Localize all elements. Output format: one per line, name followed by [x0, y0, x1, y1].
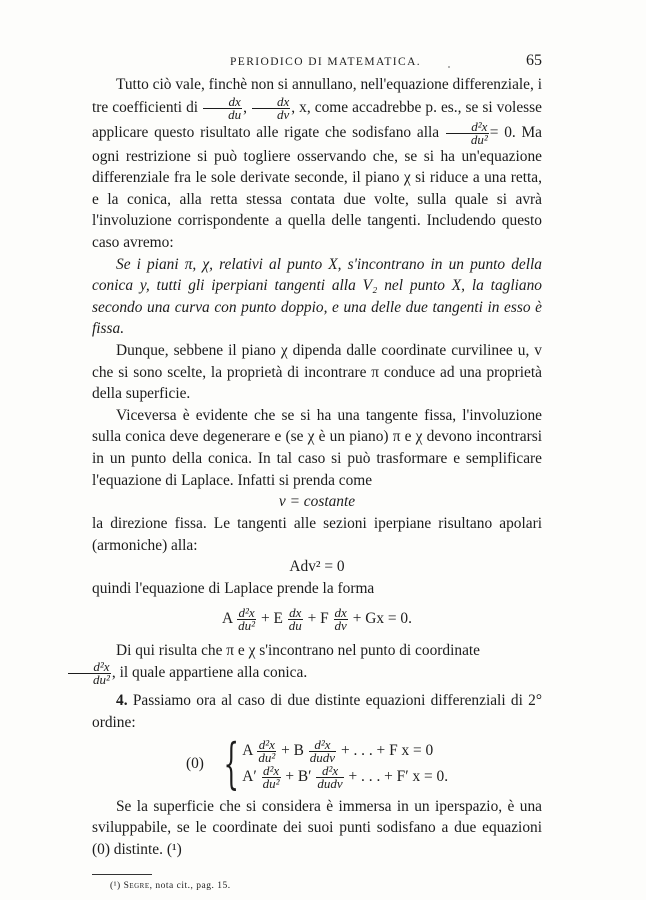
speck — [448, 66, 450, 68]
system-equation-2: A′ $\frac{\text{d²x}}{\text{du²}}$ + B′ $\frac{\text{d²x}}{\text{dudv}}$ + . . . + F′ x = 0. — [242, 762, 449, 791]
fraction: $\frac{dx}{dv}$ — [252, 96, 290, 121]
paragraph-3: Dunque, sebbene il piano χ dipenda dalle coordinate curvilinee u, v che si sono scelte, la proprietà di incontrare π conduce ad una proprietà della superficie. — [92, 341, 542, 403]
equation-adv: Adv² = 0 — [289, 558, 345, 576]
system-equation-1: A $\frac{\text{d²x}}{\text{du²}}$ + B $\frac{\text{d²x}}{\text{dudv}}$ + . . . + F x = 0 — [242, 736, 434, 765]
system-label: (0) — [185, 754, 204, 772]
theorem-statement: Se i piani π, χ, relativi al punto X, s'incontrano in un punto della conica y, tutti gli iperpiani tangenti alla V₂ nel punto X, la tagliano secondo una curva con punto doppio, e una delle due tangenti in esso è fissa. — [92, 255, 542, 338]
fraction: $\frac{\text{d²x}}{\text{du²}}$ — [446, 121, 489, 146]
paragraph-7: Di qui risulta che π e χ s'incontrano nel punto di coordinate $\frac{\text{d²x}}{\text{du²}}$ , il quale appartiene alla conica. — [92, 640, 542, 687]
journal-title: PERIODICO DI MATEMATICA. — [230, 56, 422, 68]
page-number: 65 — [526, 52, 542, 69]
footnote: (¹) Segre, nota cit., pag. 15. — [110, 881, 231, 892]
brace: { — [223, 731, 239, 795]
fraction: $\frac{dx}{du}$ — [203, 96, 242, 121]
section-4: 4. Passiamo ora al caso di due distinte equazioni differenziali di 2° ordine: — [92, 692, 542, 732]
footnote-author: Segre — [123, 881, 150, 892]
footnote-reference: (¹) — [166, 840, 182, 858]
section-number: 4. — [116, 692, 128, 710]
running-header — [92, 52, 542, 74]
equation-laplace: A $\frac{\text{d²x}}{\text{du²}}$ + E $\frac{dx}{du}$ + F $\frac{dx}{dv}$ + Gx = 0. — [222, 604, 412, 633]
page — [92, 52, 542, 891]
paragraph-9: Se la superficie che si considera è immersa in un iperspazio, è una sviluppabile, se le coordinate dei suoi punti sodisfano a due equazioni (0) distinte. (¹) — [92, 797, 542, 858]
paragraph-1: Tutto ciò vale, finchè non si annullano, nell'equazione differenziale, i tre coefficienti di $\frac{dx}{du}$ , $\frac{dx}{dv}$ , x, come accadrebbe p. es., se si volesse applicare questo risultato alle rigate che sodisfano alla $\frac{\text{d²x}}{\text{du²}}$ = 0. Ma ogni restrizione si può togliere osservando che, se si ha un'equazione differenziale fra le sole derivate seconde, il piano χ si riduce a una retta, e la conica, alla retta stessa contata due volte, sulla quale si avrà l'involuzione corrispondente a quella delle tangenti. Includendo questo caso avremo: — [92, 76, 543, 251]
equation-system-0 — [92, 731, 542, 795]
footnote-rule — [92, 874, 152, 875]
paragraph-4: Viceversa è evidente che se si ha una tangente fissa, l'involuzione sulla conica deve degenerare e (se χ è un piano) π e χ devono incontrarsi in un punto della conica. In tal caso si può trasformare e semplificare l'equazione di Laplace. Infatti si prenda come — [92, 406, 542, 489]
equation-v-costante: v = costante — [278, 493, 356, 511]
paragraph-5: la direzione fissa. Le tangenti alle sezioni iperpiane risultano apolari (armoniche) alla: — [92, 515, 542, 554]
paragraph-6: quindi l'equazione di Laplace prende la forma — [92, 580, 375, 598]
